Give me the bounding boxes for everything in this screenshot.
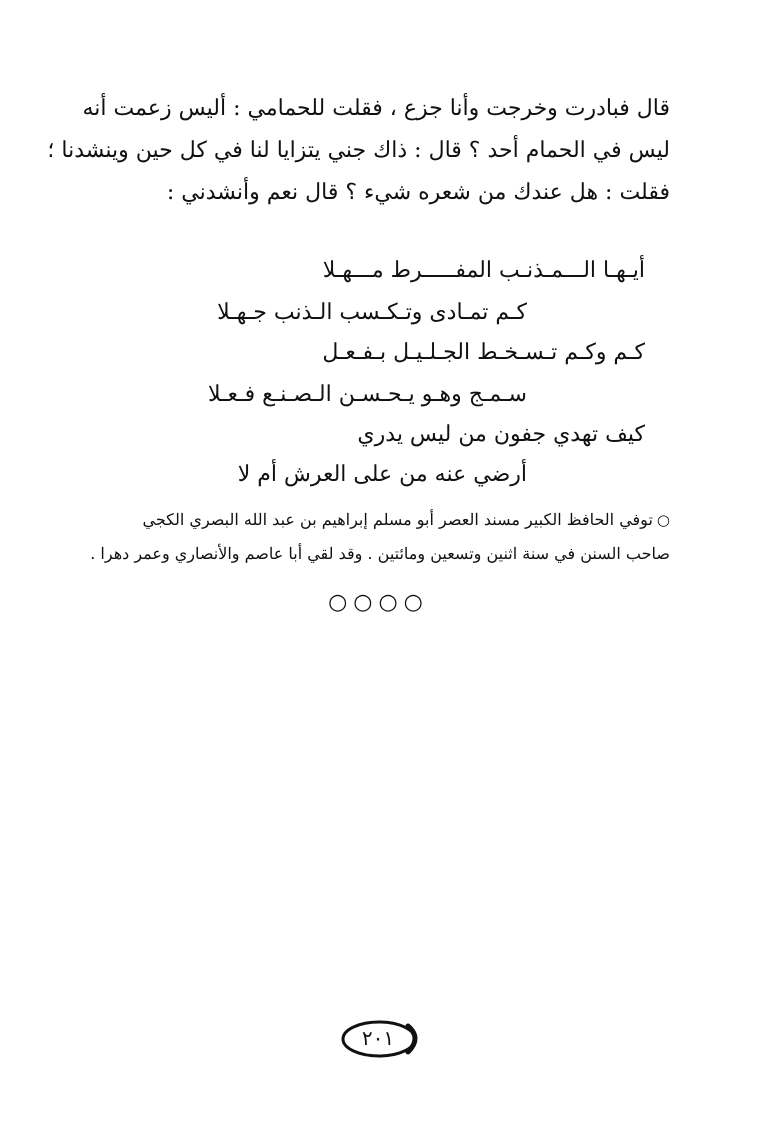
- verse-line: سـمـج وهـو يـحـسـن الـصـنـع فـعـلا: [207, 382, 527, 407]
- verse-line: أرضي عنه من على العرش أم لا: [237, 462, 527, 487]
- page-number: ٢٠١: [361, 1026, 395, 1050]
- prose-line: ليس في الحمام أحد ؟ قال : ذاك جني يتزايا لنا في كل حين وينشدنا ؛: [47, 138, 670, 163]
- verse-line: أيـهـا الـــمـذنـب المفـــــرط مـــهـلا: [322, 258, 645, 283]
- verse-line: كـم تمـادى وتـكـسب الـذنب جـهـلا: [217, 300, 527, 325]
- page-number-badge: [338, 1016, 424, 1060]
- section-divider: ○○○○: [328, 590, 429, 615]
- verse-line: كيف تهدي جفون من ليس يدري: [357, 422, 645, 447]
- prose-paragraph: [47, 88, 670, 214]
- verse-line: كـم وكـم تـسـخـط الجـلـيـل بـفـعـل: [322, 340, 645, 365]
- obituary-note: [92, 503, 670, 571]
- prose-line: فقلت : هل عندك من شعره شيء ؟ قال نعم وأنشدني :: [166, 180, 670, 205]
- prose-line: قال فبادرت وخرجت وأنا جزع ، فقلت للحمامي : أليس زعمت أنه: [82, 96, 670, 121]
- note-text: توفي الحافظ الكبير مسند العصر أبو مسلم إبراهيم بن عبد الله البصري الكجي: [142, 510, 653, 529]
- note-line: [92, 503, 670, 537]
- circle-marker-icon: ○: [656, 511, 670, 529]
- note-line: صاحب السنن في سنة اثنين وتسعين ومائتين . وقد لقي أبا عاصم والأنصاري وعمر دهرا .: [90, 544, 670, 563]
